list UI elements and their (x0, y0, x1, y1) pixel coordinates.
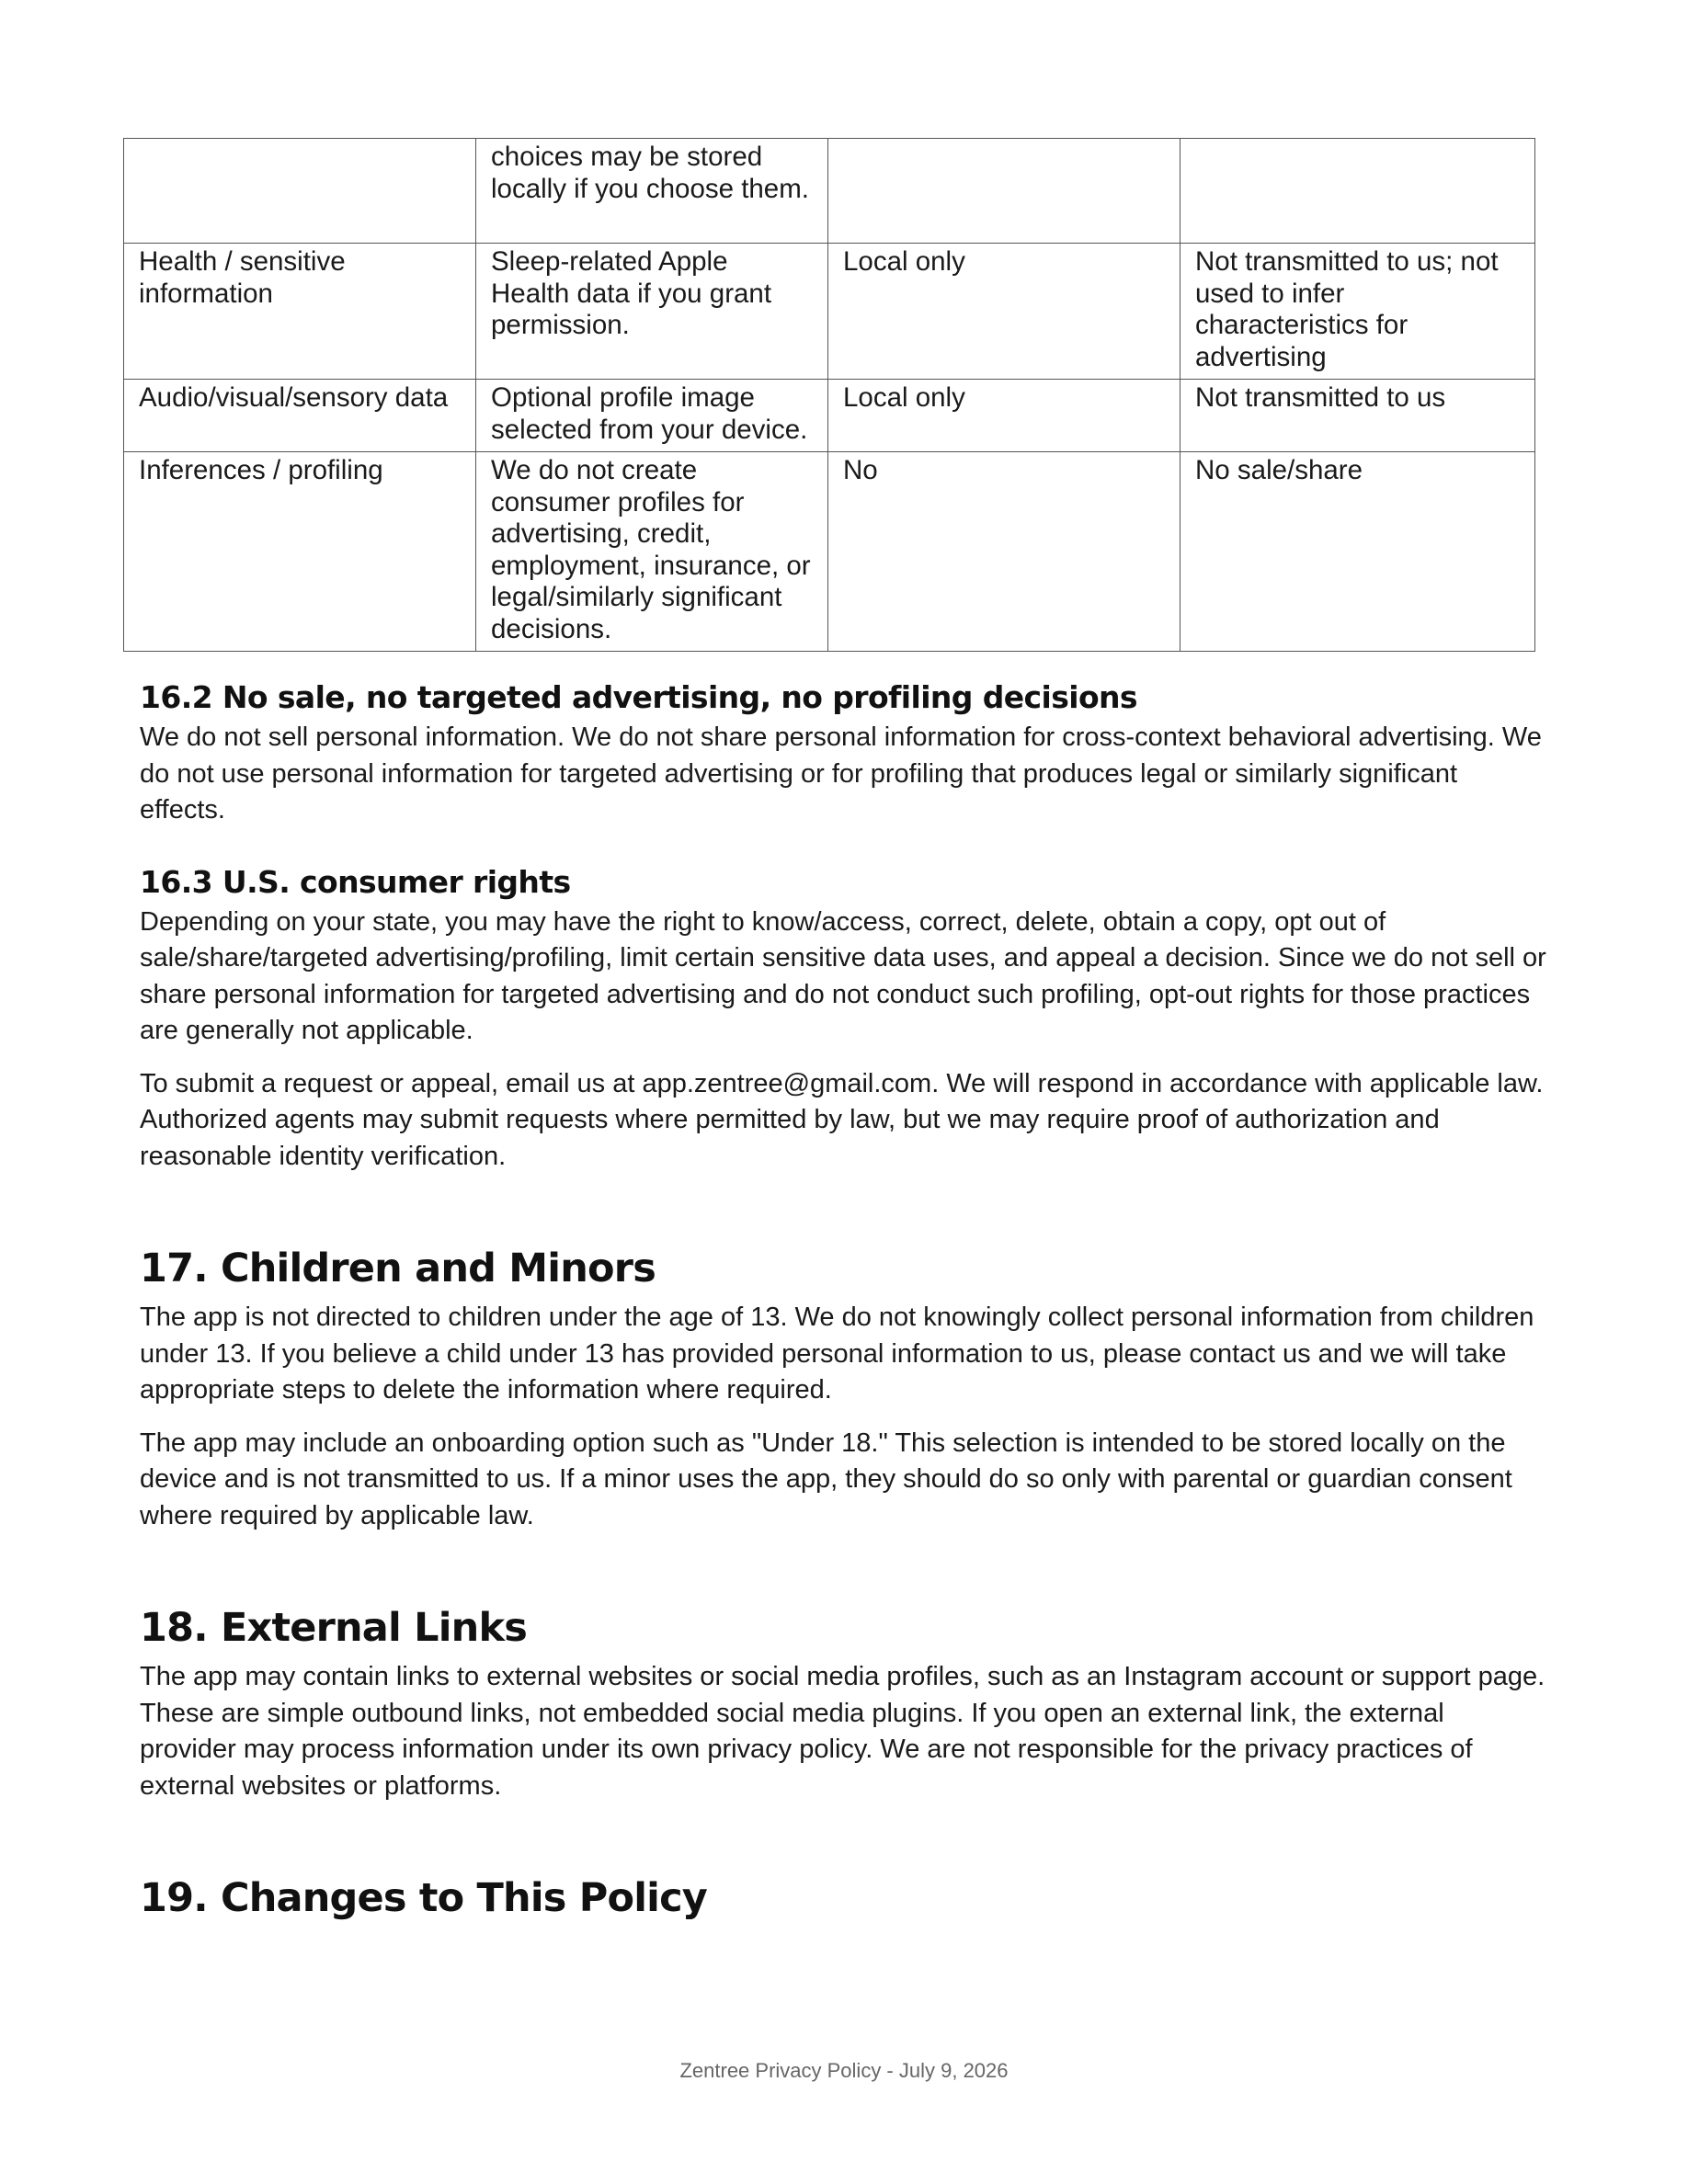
section-17 (140, 1243, 1546, 1534)
table-cell-collected (828, 139, 1180, 244)
table-row (124, 452, 1535, 652)
section-16-3 (140, 862, 1546, 1176)
section-16-2 (140, 677, 1546, 829)
table-cell-examples: We do not create consumer profiles for advertising, credit, employment, insurance, or legal/similarly significant decisions. (476, 452, 828, 652)
table-cell-examples: Sleep-related Apple Health data if you grant permission. (476, 244, 828, 380)
table-cell-collected: No (828, 452, 1180, 652)
table-cell-sold-shared: Not transmitted to us (1180, 380, 1535, 452)
section-heading: 16.3 U.S. consumer rights (140, 863, 571, 900)
section-heading: 17. Children and Minors (140, 1246, 656, 1291)
table-cell-collected: Local only (828, 244, 1180, 380)
table-cell-sold-shared: Not transmitted to us; not used to infer characteristics for advertising (1180, 244, 1535, 380)
page-footer: Zentree Privacy Policy - July 9, 2026 (679, 2059, 1009, 2082)
table-cell-category: Inferences / profiling (124, 452, 476, 652)
section-heading: 16.2 No sale, no targeted advertising, no profiling decisions (140, 679, 1137, 715)
table-cell-sold-shared: No sale/share (1180, 452, 1535, 652)
section-heading: 18. External Links (140, 1605, 528, 1651)
paragraph: The app is not directed to children under the age of 13. We do not knowingly collect personal information from children under 13. If you believe a child under 13 has provided personal information to us, please contact us and we will take appropriate steps to delete the information where required. (140, 1302, 1534, 1405)
table-cell-category: Audio/visual/sensory data (124, 380, 476, 452)
table-cell-sold-shared (1180, 139, 1535, 244)
paragraph: Depending on your state, you may have the right to know/access, correct, delete, obtain a copy, opt out of sale/share/targeted advertising/profiling, limit certain sensitive data uses, and appeal a decision. Since we do not sell or share personal information for targeted advertising and do not conduct such profiling, opt-out rights for those practices are generally not applicable. (140, 906, 1546, 1045)
spacer (140, 1191, 1546, 1243)
table-cell-category: Health / sensitive information (124, 244, 476, 380)
spacer (140, 1821, 1546, 1872)
section-19 (140, 1872, 1546, 1924)
spacer (140, 846, 1546, 862)
document-body (140, 677, 1546, 1929)
table-cell-category (124, 139, 476, 244)
paragraph: We do not sell personal information. We do not share personal information for cross-context behavioral advertising. We do not use personal information for targeted advertising or for profiling that produces legal or similarly significant effects. (140, 722, 1542, 825)
personal-information-table (123, 138, 1535, 652)
section-heading: 19. Changes to This Policy (140, 1875, 708, 1921)
paragraph: The app may contain links to external websites or social media profiles, such as an Instagram account or support page. These are simple outbound links, not embedded social media plugins. If you open an external link, the external provider may process information under its own privacy policy. We are not responsible for the privacy practices of external websites or platforms. (140, 1662, 1545, 1801)
paragraph: The app may include an onboarding option such as "Under 18." This selection is intended to be stored locally on the device and is not transmitted to us. If a minor uses the app, they should do so only with parental or guardian consent where required by applicable law. (140, 1428, 1512, 1530)
spacer (140, 1551, 1546, 1602)
paragraph: To submit a request or appeal, email us at app.zentree@gmail.com. We will respond in accordance with applicable law. Authorized agents may submit requests where permitted by law, but we may require proof of authorization and reasonable identity verification. (140, 1068, 1544, 1171)
table-row (124, 139, 1535, 244)
table-row (124, 380, 1535, 452)
table-cell-collected: Local only (828, 380, 1180, 452)
table-row (124, 244, 1535, 380)
table-cell-examples: Optional profile image selected from your device. (476, 380, 828, 452)
section-18 (140, 1602, 1546, 1804)
table-cell-examples: choices may be stored locally if you choose them. (476, 139, 828, 244)
